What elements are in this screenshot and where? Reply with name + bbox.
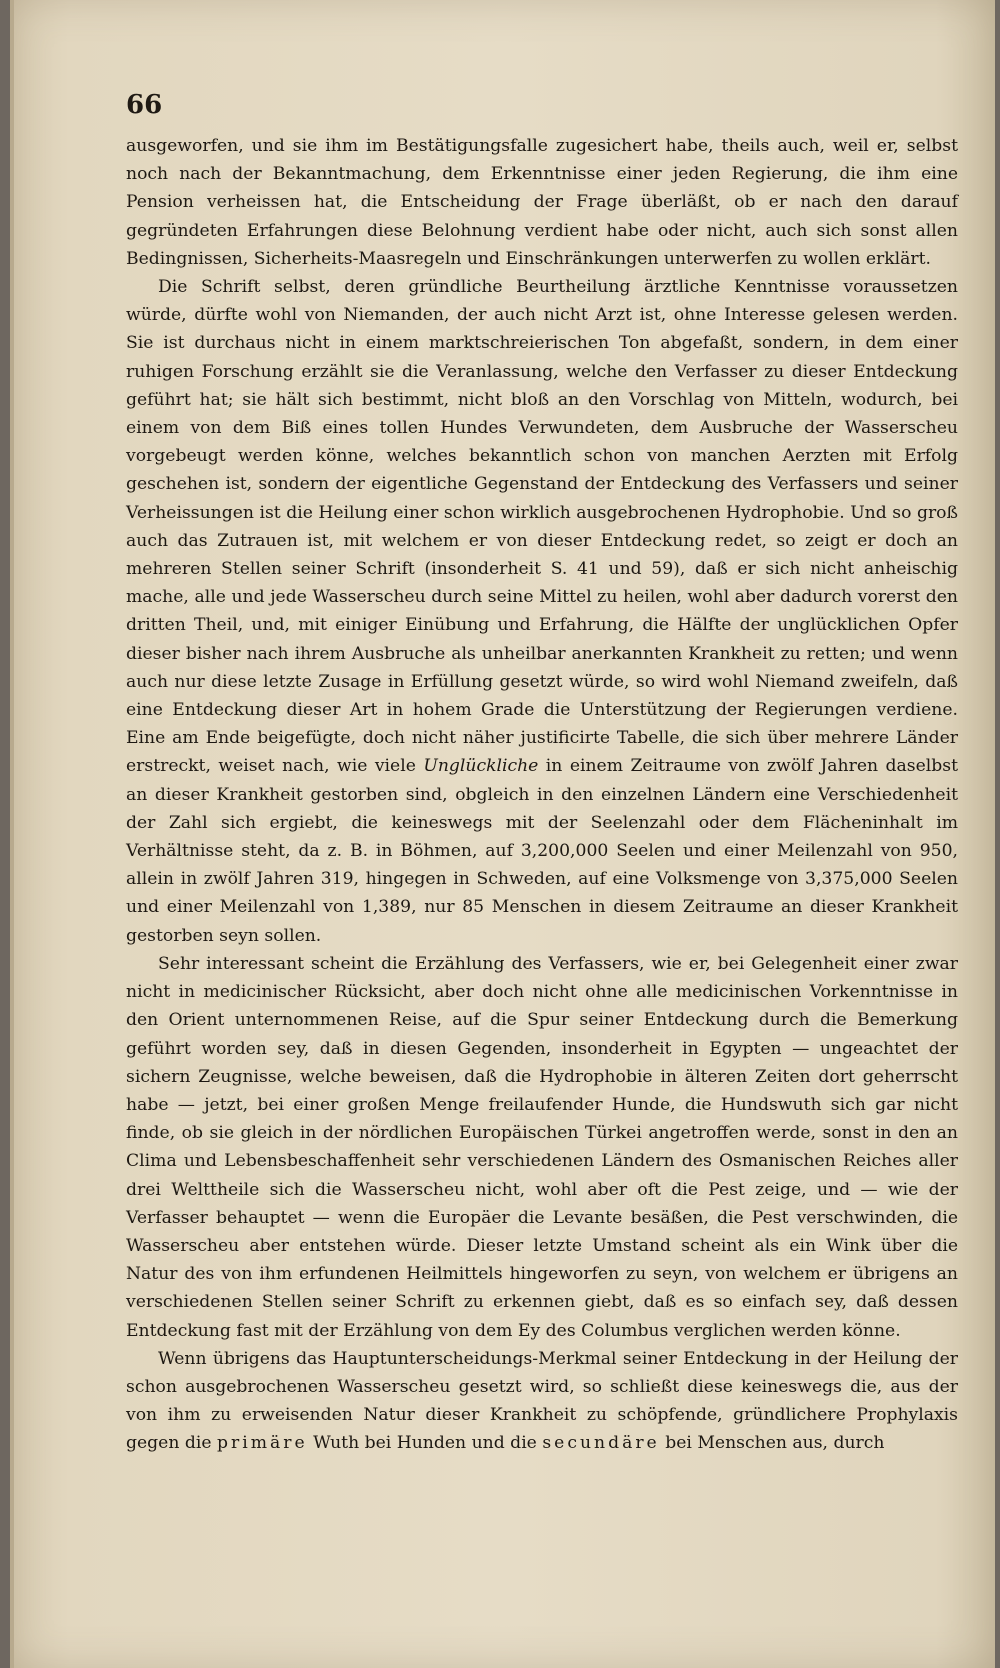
text-run: Die Schrift selbst, deren gründliche Beurtheilung ärztliche Kenntnisse voraussetzen würde, dürfte wohl von Niemanden, der auch nicht Arzt ist, ohne Interesse gelesen werden. Sie ist durchaus nicht in einem marktschreierischen Ton abgefaßt, sondern, in dem einer ruhigen Forschung erzählt sie die Veranlassung, welche den Verfasser zu dieser Entdeckung geführt hat; sie hält sich bestimmt, nicht bloß an den Vorschlag von Mitteln, wodurch, bei einem von dem Biß eines tollen Hundes Verwundeten, dem Ausbruche der Wasserscheu vorgebeugt werden könne, welches bekanntlich schon von manchen Aerzten mit Erfolg geschehen ist, sondern der eigentliche Gegenstand der Entdeckung des Verfassers und seiner Verheissungen ist die Heilung einer schon wirklich ausgebrochenen Hydrophobie. Und so groß auch das Zutrauen ist, mit welchem er von dieser Entdeckung redet, so zeigt er doch an mehreren Stellen seiner Schrift (insonderheit S. 41 und 59), daß er sich nicht anheischig mache, alle und jede Wasserscheu durch seine Mittel zu heilen, wohl aber dadurch vorerst den dritten Theil, und, mit einiger Einübung und Erfahrung, die Hälfte der unglücklichen Opfer dieser bisher nach ihrem Ausbruche als unheilbar anerkannten Krankheit zu retten; und wenn auch nur diese letzte Zusage in Erfüllung gesetzt würde, so wird wohl Niemand zweifeln, daß eine Entdeckung dieser Art in hohem Grade die Unterstützung der Regierungen verdiene. Eine am Ende beigefügte, doch nicht näher justificirte Tabelle, die sich über mehrere Länder erstreckt, weiset nach, wie viele xyxy=(126,277,958,777)
page-number: 66 xyxy=(126,90,163,120)
page-fold-shadow xyxy=(10,0,14,1668)
text-run: bei Menschen aus, durch xyxy=(659,1433,885,1454)
text-run-italic: Unglückliche xyxy=(423,756,539,777)
text-run-spaced: secundäre xyxy=(542,1433,660,1454)
text-run-spaced: primäre xyxy=(217,1433,308,1454)
text-run: Wuth bei Hunden und die xyxy=(307,1433,543,1454)
book-page xyxy=(10,0,995,1668)
text-run: Wenn übrigens das Hauptunterscheidungs-Merkmal seiner Entdeckung in der Heilung der schon ausgebrochenen Wasserscheu gesetzt wird, so schließt diese keineswegs die, aus der von ihm zu erweisenden Natur dieser Krankheit zu schöpfende, gründlichere Prophylaxis gegen die xyxy=(126,1348,958,1454)
text-run: Sehr interessant scheint die Erzählung des Verfassers, wie er, bei Gelegenheit einer zwar nicht in medicinischer Rücksicht, aber doch nicht ohne alle medicinischen Vorkenntnisse in den Orient unternommenen Reise, auf die Spur seiner Entdeckung durch die Bemerkung geführt worden sey, daß in diesen Gegenden, insonderheit in Egypten — ungeachtet der sichern Zeugnisse, welche beweisen, daß die Hydrophobie in älteren Zeiten dort geherrscht habe — jetzt, bei einer großen Menge freilaufender Hunde, die Hundswuth sich gar nicht finde, ob sie gleich in der nördlichen Europäischen Türkei angetroffen werde, sonst in den an Clima und Lebensbeschaffenheit sehr verschiedenen Ländern des Osmanischen Reiches aller drei Welttheile sich die Wasserscheu nicht, wohl aber oft die Pest zeige, und — wie der Verfasser behauptet — wenn die Europäer die Levante besäßen, die Pest verschwinden, die Wasserscheu aber entstehen würde. Dieser letzte Umstand scheint als ein Wink über die Natur des von ihm erfundenen Heilmittels hingeworfen zu seyn, von welchem er übrigens an verschiedenen Stellen seiner Schrift zu erkennen giebt, daß es so einfach sey, daß dessen Entdeckung fast mit der Erzählung von dem Ey des Columbus verglichen werden könne. xyxy=(126,953,958,1341)
body-text xyxy=(126,132,958,1458)
paragraph xyxy=(126,950,958,1345)
paragraph xyxy=(126,1345,958,1458)
text-run: ausgeworfen, und sie ihm im Bestätigungsfalle zugesichert habe, theils auch, weil er, selbst noch nach der Bekanntmachung, dem Erkenntnisse einer jeden Regierung, die ihm eine Pension verheissen hat, die Entscheidung der Frage überläßt, ob er nach den darauf gegründeten Erfahrungen diese Belohnung verdient habe oder nicht, auch sich sonst allen Bedingnissen, Sicherheits-Maasregeln und Einschränkungen unterwerfen zu wollen erklärt. xyxy=(126,136,958,269)
text-run: in einem Zeitraume von zwölf Jahren daselbst an dieser Krankheit gestorben sind, obgleich in den einzelnen Ländern eine Verschiedenheit der Zahl sich ergiebt, die keineswegs mit der Seelenzahl oder dem Flächeninhalt im Verhältnisse steht, da z. B. in Böhmen, auf 3,200,000 Seelen und einer Meilenzahl von 950, allein in zwölf Jahren 319, hingegen in Schweden, auf eine Volksmenge von 3,375,000 Seelen und einer Meilenzahl von 1,389, nur 85 Menschen in diesem Zeitraume an dieser Krankheit gestorben seyn sollen. xyxy=(126,756,958,946)
paragraph xyxy=(126,273,958,950)
paragraph xyxy=(126,132,958,273)
